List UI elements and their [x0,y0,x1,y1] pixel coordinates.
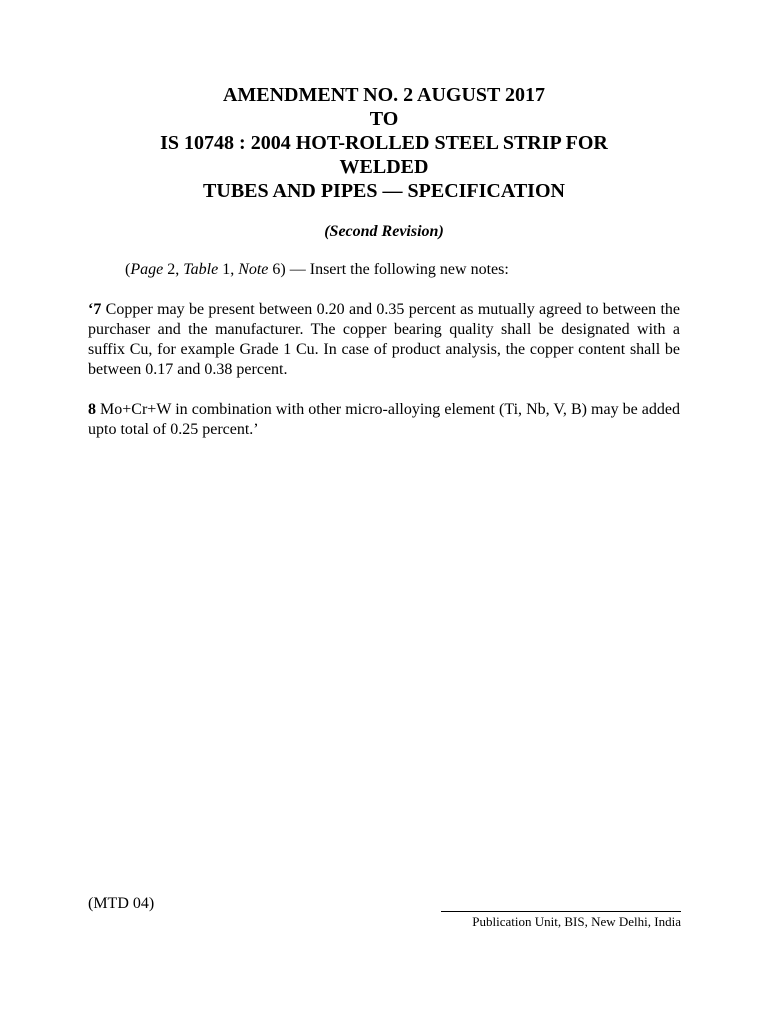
reference-note-word: Note [238,261,269,278]
note-8-number: 8 [88,401,96,418]
note-7-number: 7 [93,301,102,318]
standard-title-line-3: TUBES AND PIPES — SPECIFICATION [203,180,565,202]
reference-page-word: Page [130,261,164,278]
note-7-text: Copper may be present between 0.20 and 0.35 percent as mutually agreed to between the purchaser and the manufacturer. The copper bearing quality shall be designated with a suffix Cu, for example Grade 1 Cu. In case of product analysis, the copper content shall be between 0.17 and 0.38 percent. [88,301,680,378]
amendment-heading: AMENDMENT NO. 2 AUGUST 2017 [222,84,546,106]
publisher-credit: Publication Unit, BIS, New Delhi, India [472,914,681,929]
footer-divider [441,911,681,912]
standard-title-line-2: WELDED [339,156,429,178]
revision-label: (Second Revision) [324,223,444,240]
reference-instruction: 6) — Insert the following new notes: [268,261,509,278]
standard-title-line-1: IS 10748 : 2004 HOT-ROLLED STEEL STRIP FOR [160,132,608,154]
document-title [0,83,768,203]
reference-table-word: Table [183,261,219,278]
to-line: TO [369,108,399,130]
note-7-open-quote: ‘ [88,301,94,318]
reference-table-number: 1, [218,261,239,278]
note-7-paragraph [88,300,680,380]
reference-open-paren: ( [125,261,131,278]
amendment-reference [125,260,685,280]
note-8-paragraph [88,400,680,440]
reference-page-number: 2, [163,261,184,278]
note-8-text: Mo+Cr+W in combination with other micro-alloying element (Ti, Nb, V, B) may be added upto total of 0.25 percent.’ [88,401,680,438]
committee-code: (MTD 04) [88,895,155,912]
